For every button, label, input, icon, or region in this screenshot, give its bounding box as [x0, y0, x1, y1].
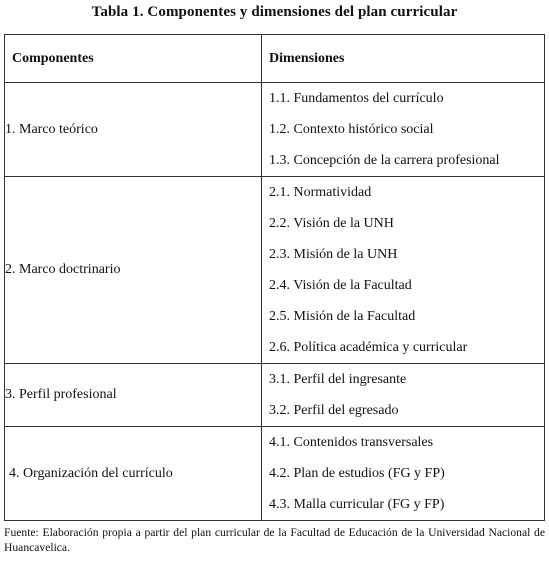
header-dimensiones: Dimensiones — [262, 35, 545, 83]
dimensions-cell — [262, 364, 545, 427]
dimensions-cell — [262, 427, 545, 521]
dimension-item: 2.3. Misión de la UNH — [269, 247, 398, 262]
dimension-item: 2.4. Visión de la Facultad — [269, 278, 412, 293]
dimension-item: 1.2. Contexto histórico social — [269, 122, 434, 137]
table-title: Tabla 1. Componentes y dimensiones del plan curricular — [91, 4, 458, 20]
source-footnote: Fuente: Elaboración propia a partir del plan curricular de la Facultad de Educación de la Universidad Nacional de Huancavelica. — [4, 526, 545, 554]
component-cell: 1. Marco teórico — [5, 83, 262, 177]
dimension-item: 4.2. Plan de estudios (FG y FP) — [269, 466, 445, 481]
curriculum-table — [4, 34, 545, 521]
dimensions-cell — [262, 177, 545, 364]
table-row — [5, 364, 545, 427]
dimension-item: 2.2. Visión de la UNH — [269, 216, 394, 231]
dimension-item: 4.3. Malla curricular (FG y FP) — [269, 497, 445, 512]
component-cell — [5, 427, 262, 521]
table-row — [5, 177, 545, 364]
component-cell: 2. Marco doctrinario — [5, 177, 262, 364]
dimension-item: 2.6. Política académica y curricular — [269, 340, 468, 355]
dimension-item: 2.1. Normatividad — [269, 185, 372, 200]
table-row — [5, 427, 545, 521]
table-header-row — [5, 35, 545, 83]
dimension-item: 3.1. Perfil del ingresante — [269, 372, 407, 387]
table-row — [5, 83, 545, 177]
dimension-item: 3.2. Perfil del egresado — [269, 403, 399, 418]
dimension-item: 2.5. Misión de la Facultad — [269, 309, 416, 324]
dimensions-cell — [262, 83, 545, 177]
component-cell: 3. Perfil profesional — [5, 364, 262, 427]
dimension-item: 1.3. Concepción de la carrera profesional — [269, 153, 500, 168]
dimension-item: 1.1. Fundamentos del currículo — [269, 91, 444, 106]
header-componentes: Componentes — [5, 35, 262, 83]
component-label: 4. Organización del currículo — [9, 465, 173, 481]
dimension-item: 4.1. Contenidos transversales — [269, 435, 434, 450]
